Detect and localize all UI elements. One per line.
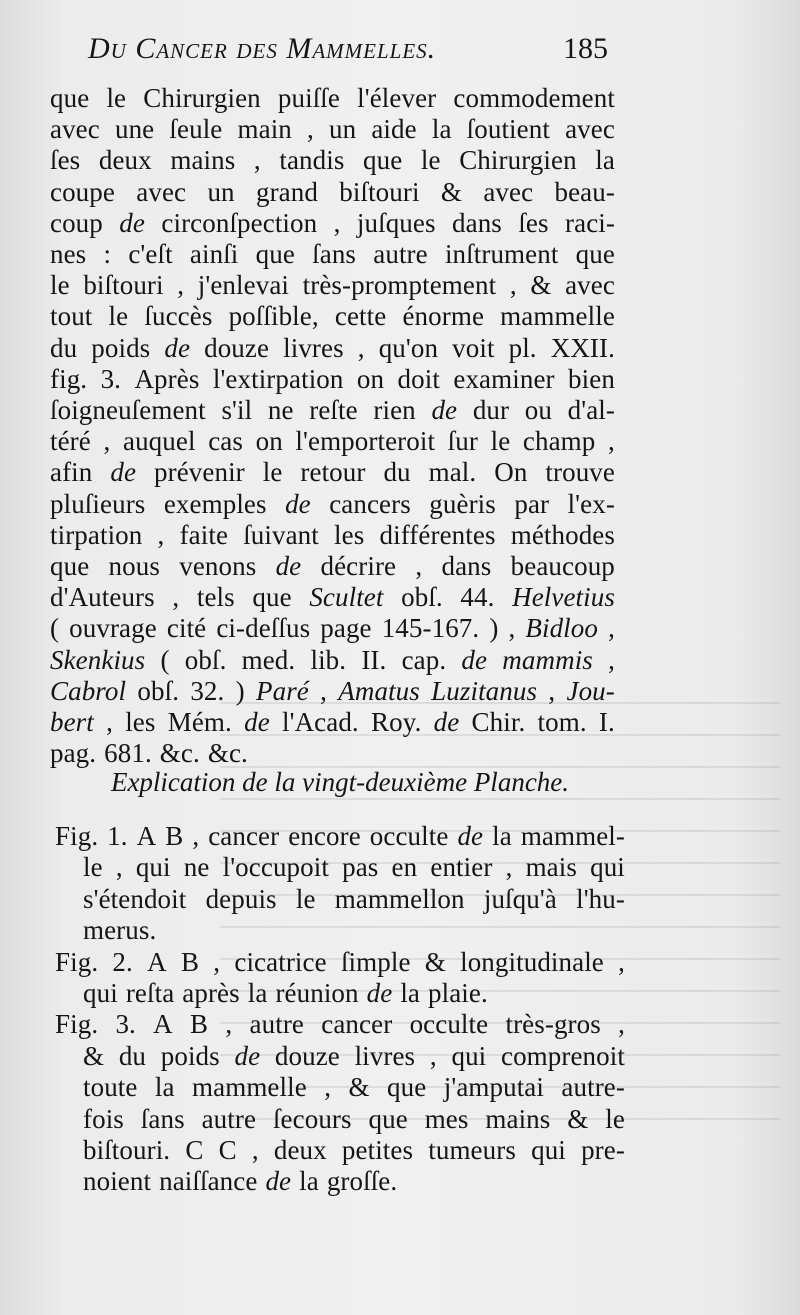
text-line: s'étendoit depuis le mammellon juſqu'à l'hu-: [83, 883, 625, 914]
text-line: du poids de douze livres , qu'on voit pl. XXII.: [50, 332, 615, 363]
text-line: Fig. 3. A B , autre cancer occulte très-gros ,: [55, 1009, 625, 1040]
page-header: [88, 32, 608, 76]
text-line: tirpation , faite ſuivant les différentes méthodes: [50, 519, 615, 550]
text-line: merus.: [83, 915, 157, 946]
text-line: que nous venons de décrire , dans beaucoup: [50, 551, 615, 581]
page-number: 185: [563, 32, 608, 65]
text-line: coupe avec un grand biſtouri & avec beau-: [50, 176, 615, 207]
text-line: Skenkius ( obſ. med. lib. II. cap. de mammis ,: [50, 644, 615, 675]
text-line: Fig. 1. A B , cancer encore occulte de la mammel-: [55, 821, 625, 851]
text-line: toute la mammelle , & que j'amputai autre-: [83, 1072, 625, 1103]
text-line: d'Auteurs , tels que Scultet obſ. 44. Helvetius: [50, 582, 615, 613]
text-line: le , qui ne l'occupoit pas en entier , mais qui: [83, 852, 625, 883]
text-line: le biſtouri , j'enlevai très-promptement , & avec: [50, 270, 615, 301]
text-line: avec une ſeule main , un aide la ſoutient avec: [50, 114, 615, 145]
text-line: que le Chirurgien puiſſe l'élever commodement: [50, 83, 615, 113]
text-line: noient naiſſance de la groſſe.: [83, 1166, 398, 1197]
text-line: afin de prévenir le retour du mal. On trouve: [50, 457, 615, 488]
text-line: ( ouvrage cité ci-deſſus page 145-167. ) , Bidloo ,: [50, 613, 615, 644]
text-line: & du poids de douze livres , qui comprenoit: [83, 1040, 625, 1071]
running-head: Du Cancer des Mammelles.: [88, 32, 437, 65]
text-line: Fig. 2. A B , cicatrice ſimple & longitudinale ,: [55, 946, 625, 977]
text-line: fig. 3. Après l'extirpation on doit examiner bien: [50, 363, 615, 394]
text-line: nes : c'eſt ainſi que ſans autre inſtrument que: [50, 239, 615, 269]
text-line: coup de circonſpection , juſques dans ſes raci-: [50, 207, 615, 238]
text-line: ſoigneuſement s'il ne reſte rien de dur ou d'al-: [50, 395, 615, 425]
text-line: qui reſta après la réunion de la plaie.: [83, 978, 488, 1008]
text-line: fois ſans autre ſecours que mes mains & le: [83, 1103, 625, 1134]
text-line: bert , les Mém. de l'Acad. Roy. de Chir. tom. I.: [50, 707, 615, 737]
text-line: téré , auquel cas on l'emporteroit ſur le champ ,: [50, 426, 615, 457]
text-line: ſes deux mains , tandis que le Chirurgien la: [50, 145, 615, 176]
text-line: Cabrol obſ. 32. ) Paré , Amatus Luzitanus , Jou-: [50, 675, 615, 706]
text-line: pluſieurs exemples de cancers guèris par l'ex-: [50, 488, 615, 519]
plate-explanation-heading: Explication de la vingt-deuxième Planche.: [110, 767, 570, 797]
text-line: pag. 681. &c. &c.: [50, 738, 248, 769]
text-line: tout le ſuccès poſſible, cette énorme mammelle: [50, 301, 615, 332]
text-line: biſtouri. C C , deux petites tumeurs qui pre-: [83, 1135, 625, 1165]
